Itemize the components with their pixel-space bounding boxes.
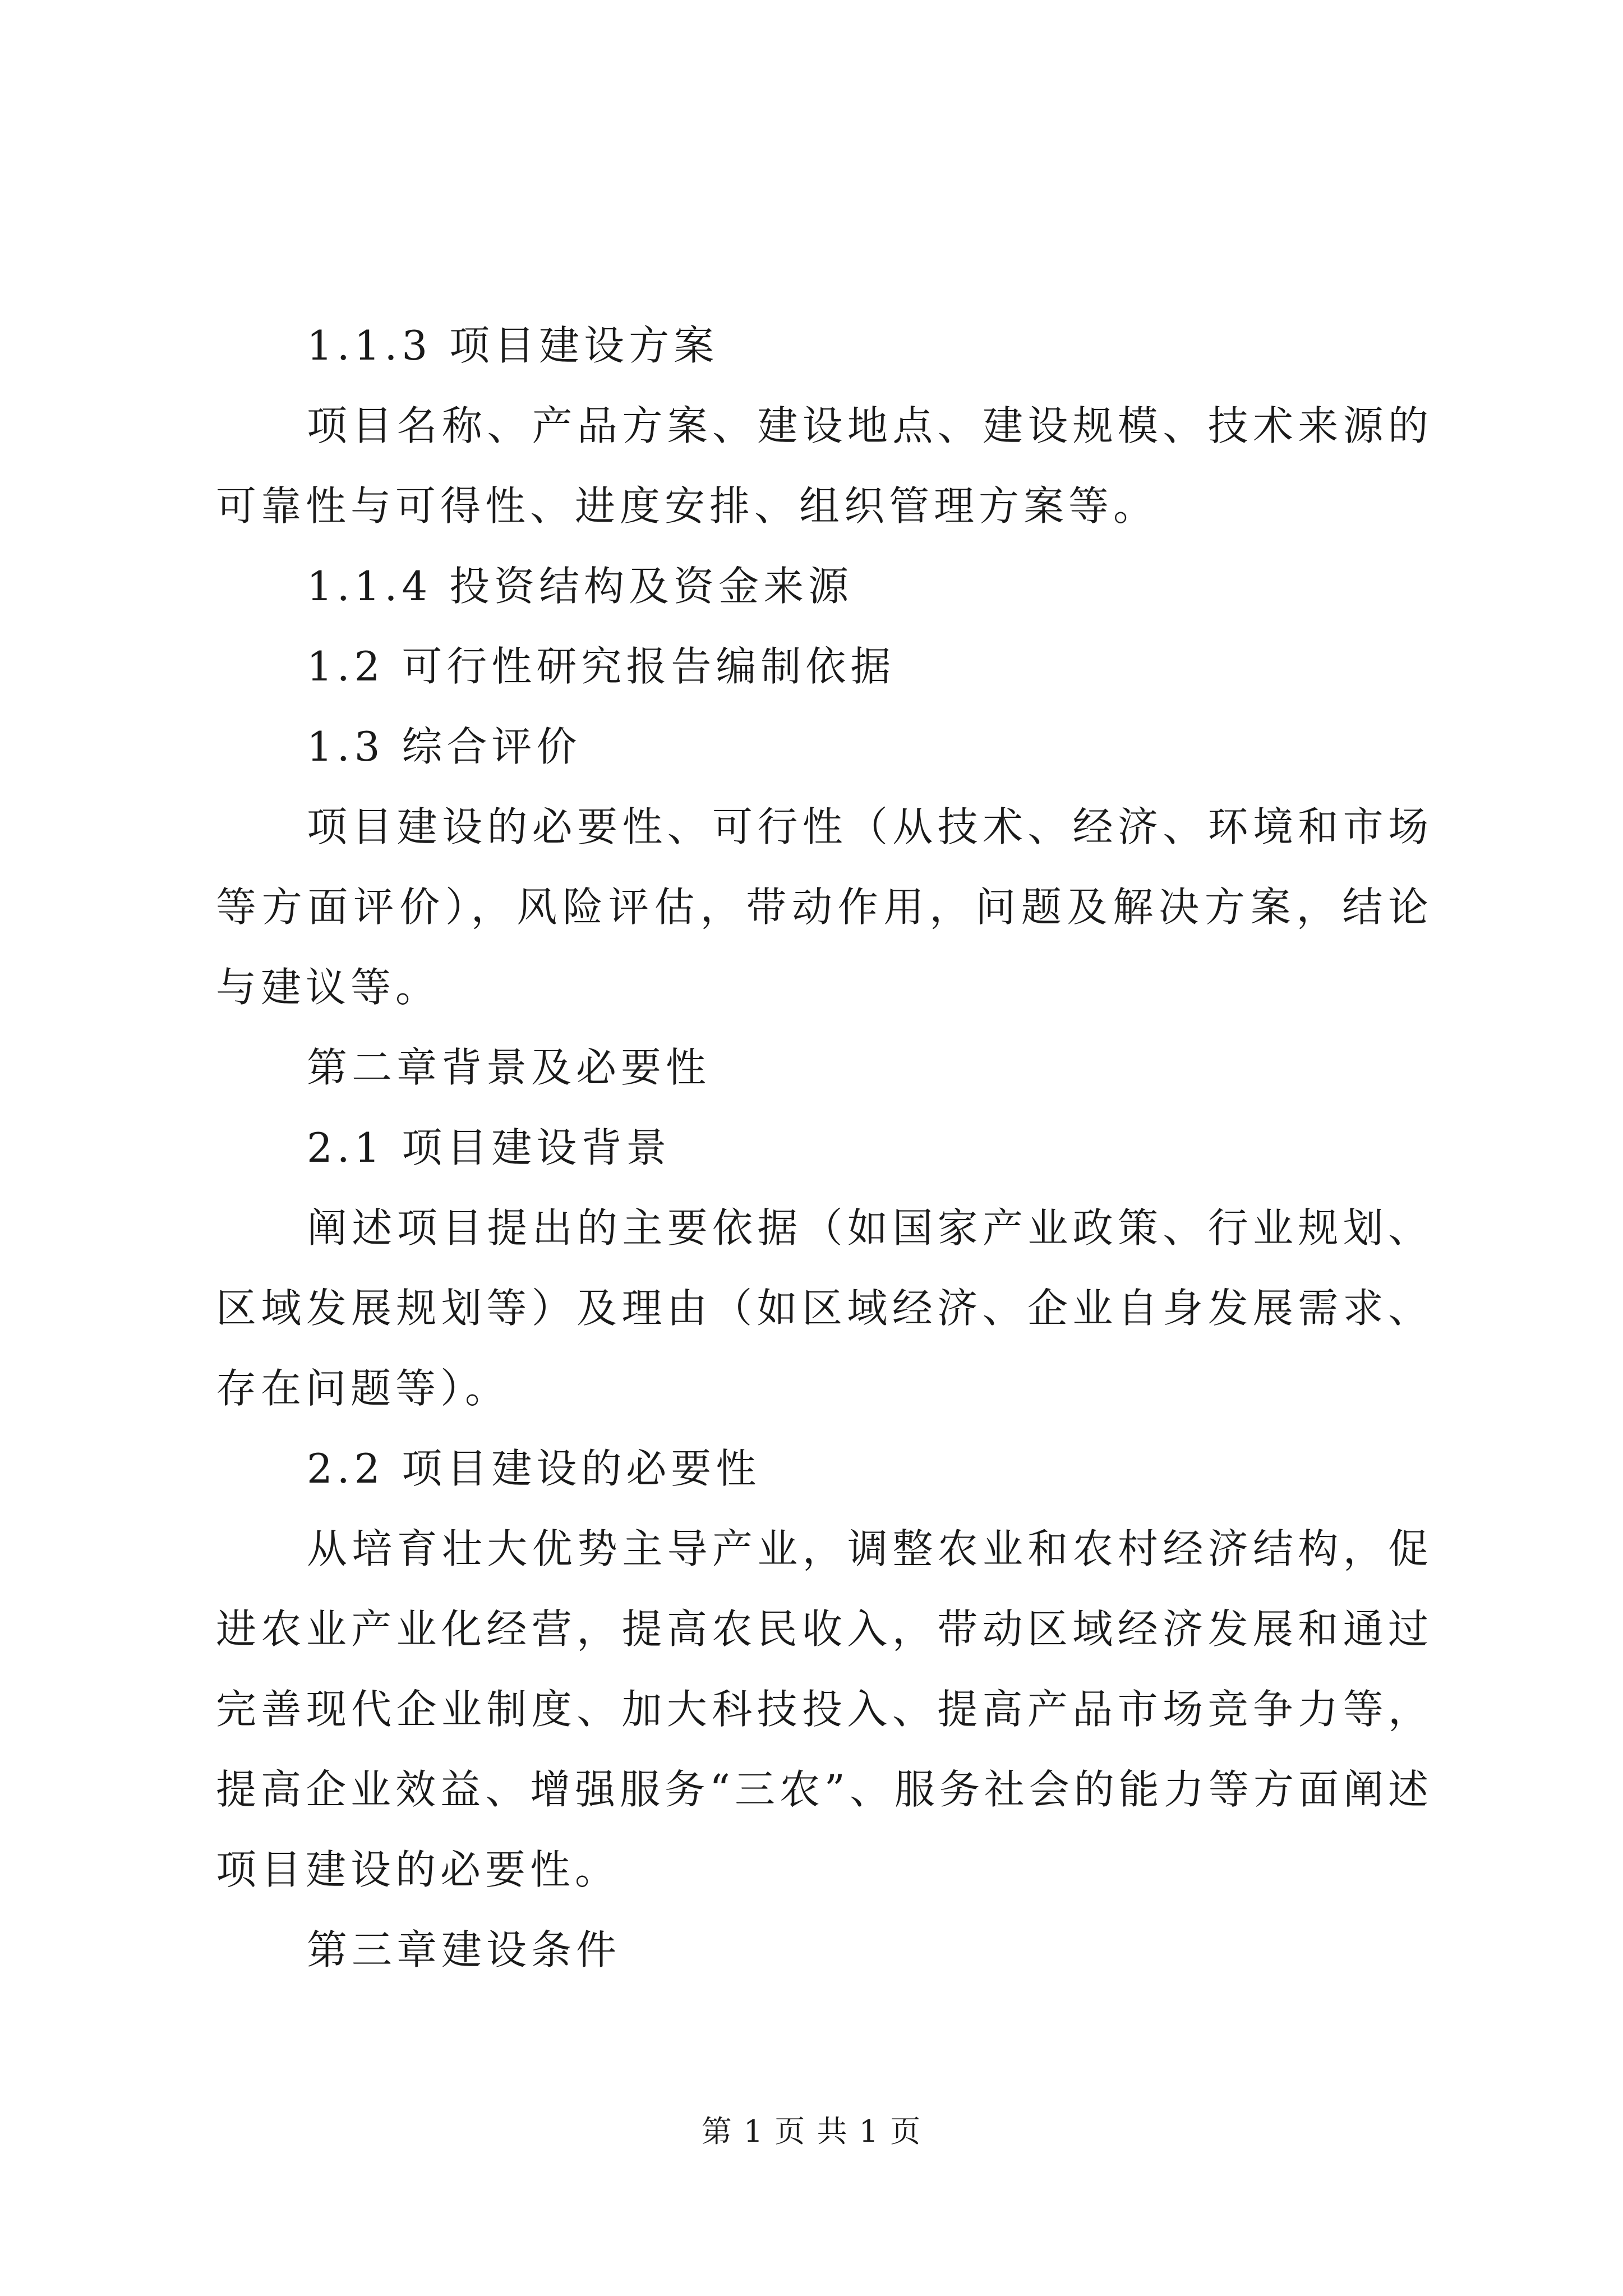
section-heading-1-2: 1.2 可行性研究报告编制依据 bbox=[307, 643, 896, 690]
section-heading-1-3: 1.3 综合评价 bbox=[307, 723, 582, 770]
section-heading-1-1-4: 1.1.4 投资结构及资金来源 bbox=[307, 563, 854, 610]
paragraph-evaluation: 项目建设的必要性、可行性（从技术、经济、环境和市场等方面评价），风险评估，带动作用，问题及解决方案，结论与建议等。 bbox=[216, 803, 1433, 1011]
section-heading-2-2: 2.2 项目建设的必要性 bbox=[307, 1445, 761, 1492]
section-heading-1-1-3: 1.1.3 项目建设方案 bbox=[307, 322, 719, 369]
paragraph-background: 阐述项目提出的主要依据（如国家产业政策、行业规划、区域发展规划等）及理由（如区域经济、企业自身发展需求、存在问题等）。 bbox=[216, 1204, 1433, 1412]
chapter-heading-3: 第三章建设条件 bbox=[307, 1926, 621, 1973]
paragraph-necessity: 从培育壮大优势主导产业，调整农业和农村经济结构，促进农业产业化经营，提高农民收入，带动区域经济发展和通过完善现代企业制度、加大科技投入、提高产品市场竞争力等，提高企业效益、增强服务“三农”、服务社会的能力等方面阐述项目建设的必要性。 bbox=[216, 1525, 1433, 1893]
chapter-heading-2: 第二章背景及必要性 bbox=[307, 1044, 711, 1091]
paragraph-construction-plan: 项目名称、产品方案、建设地点、建设规模、技术来源的可靠性与可得性、进度安排、组织管理方案等。 bbox=[216, 402, 1433, 530]
document-body bbox=[216, 306, 1433, 1990]
page-footer: 第 1 页 共 1 页 bbox=[701, 2114, 922, 2149]
section-heading-2-1: 2.1 项目建设背景 bbox=[307, 1124, 671, 1171]
